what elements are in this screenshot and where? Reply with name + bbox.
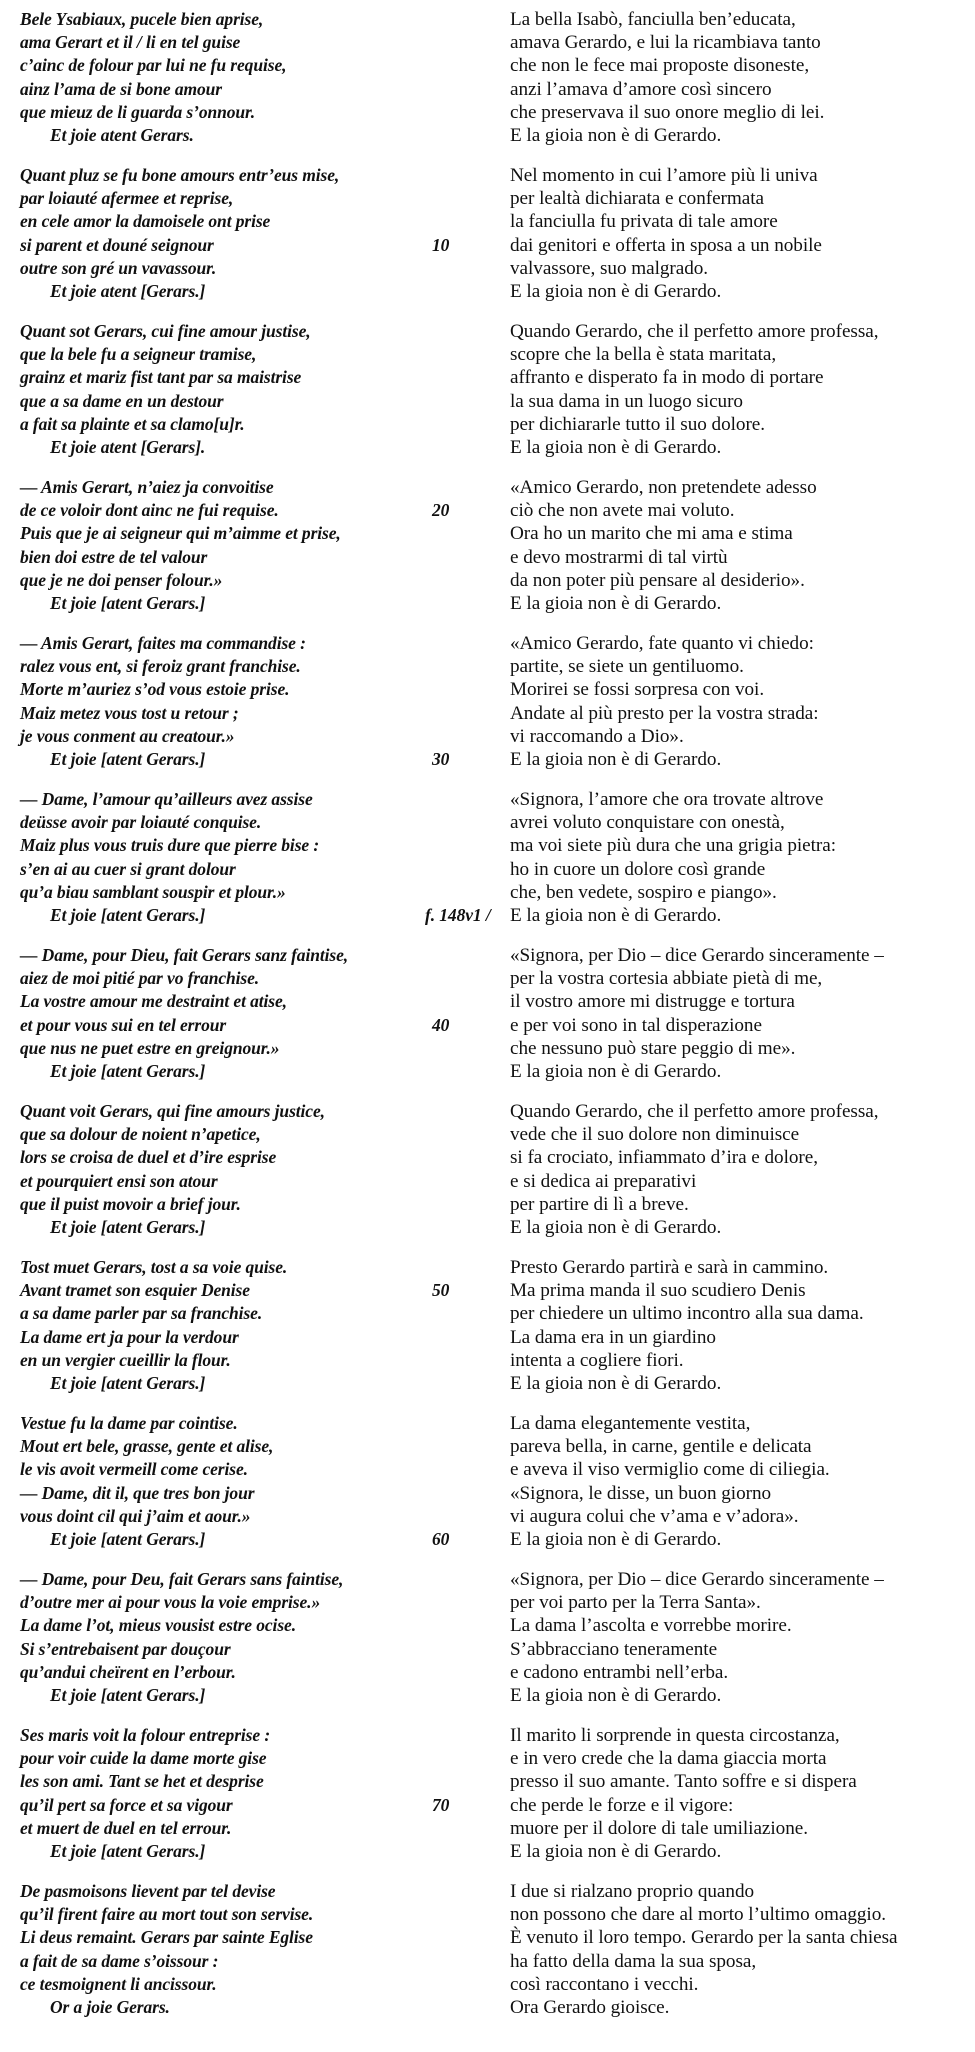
translation-line: che non le fece mai proposte disoneste, bbox=[510, 55, 810, 77]
stanza-translation-11 bbox=[510, 1568, 960, 1707]
stanza-original-6 bbox=[20, 788, 491, 927]
stanza-original-5 bbox=[20, 632, 470, 771]
translation-refrain: Ora Gerardo gioisce. bbox=[510, 1996, 670, 2018]
translation-line: Ma prima manda il suo scudiero Denis bbox=[510, 1280, 806, 1302]
translation-line: partite, se siete un gentiluomo. bbox=[510, 656, 744, 678]
translation-line: ho in cuore un dolore così grande bbox=[510, 858, 766, 880]
verse-line: que a sa dame en un destour bbox=[20, 390, 224, 411]
refrain-line: Et joie [atent Gerars.] bbox=[50, 1216, 206, 1237]
verse-line: — Dame, dit il, que tres bon jour bbox=[20, 1482, 255, 1503]
verse-line: et pourquiert ensi son atour bbox=[20, 1170, 218, 1191]
stanza-translation-3 bbox=[510, 320, 960, 459]
translation-line: che preservava il suo onore meglio di lei. bbox=[510, 101, 825, 123]
refrain-line: Et joie atent [Gerars]. bbox=[50, 436, 206, 457]
translation-line: La bella Isabò, fanciulla ben’educata, bbox=[510, 9, 796, 30]
line-number: 10 bbox=[432, 234, 450, 255]
verse-line: si parent et douné seignour 10 bbox=[20, 234, 470, 257]
translation-line: La dama elegantemente vestita, bbox=[510, 1413, 751, 1434]
verse-line: aiez de moi pitié par vo franchise. bbox=[20, 968, 260, 989]
translation-refrain: E la gioia non è di Gerardo. bbox=[510, 1216, 722, 1238]
verse-line: de ce voloir dont ainc ne fui requise. 20 bbox=[20, 499, 470, 522]
translation-line: vede che il suo dolore non diminuisce bbox=[510, 1124, 800, 1146]
translation-line: dai genitori e offerta in sposa a un nobile bbox=[510, 234, 822, 256]
translation-line: «Amico Gerardo, non pretendete adesso bbox=[510, 477, 817, 498]
verse-line: a sa dame parler par sa franchise. bbox=[20, 1303, 263, 1324]
translation-line: muore per il dolore di tale umiliazione. bbox=[510, 1817, 808, 1839]
translation-line: da non poter più pensare al desiderio». bbox=[510, 569, 805, 591]
verse-line: qu’andui cheïrent en l’erbour. bbox=[20, 1661, 236, 1682]
verse-line: ama Gerart et il / li en tel guise bbox=[20, 32, 241, 53]
verse-line: les son ami. Tant se het et desprise bbox=[20, 1771, 264, 1792]
translation-line: e devo mostrarmi di tal virtù bbox=[510, 546, 728, 568]
verse-line: La vostre amour me destraint et atise, bbox=[20, 991, 287, 1012]
verse-line: et pour vous sui en tel errour 40 bbox=[20, 1014, 470, 1037]
stanza-translation-1 bbox=[510, 8, 960, 147]
translation-line: Morirei se fossi sorpresa con voi. bbox=[510, 679, 765, 701]
verse-line: Quant pluz se fu bone amours entr’eus mise, bbox=[20, 165, 340, 185]
translation-line: affranto e disperato fa in modo di portare bbox=[510, 367, 824, 389]
refrain-line: Et joie [atent Gerars.] bbox=[50, 1060, 206, 1081]
verse-line: La dame ert ja pour la verdour bbox=[20, 1326, 239, 1347]
stanza-translation-10 bbox=[510, 1412, 960, 1551]
verse-line: qu’il firent faire au mort tout son servise. bbox=[20, 1904, 314, 1925]
translation-refrain: E la gioia non è di Gerardo. bbox=[510, 436, 722, 458]
verse-line: Si s’entrebaisent par douçour bbox=[20, 1638, 231, 1659]
translation-line: avrei voluto conquistare con onestà, bbox=[510, 812, 785, 834]
verse-line: Li deus remaint. Gerars par sainte Eglise bbox=[20, 1927, 313, 1948]
verse-line: que sa dolour de noient n’apetice, bbox=[20, 1124, 261, 1145]
stanza-original-4 bbox=[20, 476, 470, 615]
verse-line: que il puist movoir a brief jour. bbox=[20, 1193, 241, 1214]
verse-line: en cele amor la damoisele ont prise bbox=[20, 211, 271, 232]
translation-line: ha fatto della dama la sua sposa, bbox=[510, 1950, 757, 1972]
translation-line: che nessuno può stare peggio di me». bbox=[510, 1037, 796, 1059]
translation-line: non possono che dare al morto l’ultimo omaggio. bbox=[510, 1904, 887, 1926]
stanza-original-3 bbox=[20, 320, 470, 459]
translation-line: vi augura colui che v’ama e v’adora». bbox=[510, 1505, 799, 1527]
translation-line: per lealtà dichiarata e confermata bbox=[510, 188, 764, 210]
stanza-original-2 bbox=[20, 164, 470, 303]
stanza-translation-13 bbox=[510, 1880, 960, 2019]
stanza-original-9 bbox=[20, 1256, 470, 1395]
translation-line: per chiedere un ultimo incontro alla sua dama. bbox=[510, 1303, 864, 1325]
stanza-original-7 bbox=[20, 944, 470, 1083]
translation-refrain: E la gioia non è di Gerardo. bbox=[510, 1684, 722, 1706]
line-number: 30 bbox=[432, 748, 450, 769]
translation-line: per dichiararle tutto il suo dolore. bbox=[510, 413, 766, 435]
stanza-original-8 bbox=[20, 1100, 470, 1239]
verse-line: ce tesmoignent li ancissour. bbox=[20, 1973, 217, 1994]
verse-line: Morte m’auriez s’od vous estoie prise. bbox=[20, 679, 290, 700]
verse-line: que je ne doi penser folour.» bbox=[20, 569, 223, 590]
verse-line: Quant voit Gerars, qui fine amours justice, bbox=[20, 1101, 325, 1121]
translation-line: «Signora, per Dio – dice Gerardo sinceramente – bbox=[510, 945, 884, 966]
verse-line: La dame l’ot, mieus vousist estre ocise. bbox=[20, 1615, 296, 1636]
line-number: 60 bbox=[432, 1528, 450, 1549]
verse-line: en un vergier cueillir la flour. bbox=[20, 1349, 231, 1370]
translation-line: «Signora, l’amore che ora trovate altrove bbox=[510, 789, 824, 810]
stanza-translation-12 bbox=[510, 1724, 960, 1863]
translation-line: ciò che non avete mai voluto. bbox=[510, 500, 735, 522]
refrain-line: Et joie [atent Gerars.] bbox=[50, 1372, 206, 1393]
verse-line: Maiz metez vous tost u retour ; bbox=[20, 702, 239, 723]
translation-line: intenta a cogliere fiori. bbox=[510, 1349, 684, 1371]
verse-line: lors se croisa de duel et d’ire esprise bbox=[20, 1147, 277, 1168]
translation-line: valvassore, suo malgrado. bbox=[510, 257, 709, 279]
translation-line: e aveva il viso vermiglio come di ciliegia. bbox=[510, 1459, 830, 1481]
stanza-translation-4 bbox=[510, 476, 960, 615]
translation-refrain: E la gioia non è di Gerardo. bbox=[510, 280, 722, 302]
translation-line: amava Gerardo, e lui la ricambiava tanto bbox=[510, 32, 821, 54]
translation-line: È venuto il loro tempo. Gerardo per la santa chiesa bbox=[510, 1927, 898, 1949]
verse-line: et muert de duel en tel errour. bbox=[20, 1817, 232, 1838]
folio-reference: f. 148v1 / bbox=[425, 904, 491, 925]
translation-line: Quando Gerardo, che il perfetto amore professa, bbox=[510, 1101, 879, 1122]
verse-line: Quant sot Gerars, cui fine amour justise, bbox=[20, 321, 311, 341]
translation-line: La dama l’ascolta e vorrebbe morire. bbox=[510, 1615, 792, 1637]
stanza-original-10 bbox=[20, 1412, 470, 1551]
stanza-translation-7 bbox=[510, 944, 960, 1083]
verse-line: — Dame, pour Dieu, fait Gerars sanz faintise, bbox=[20, 945, 349, 965]
verse-line: ainz l’ama de si bone amour bbox=[20, 78, 222, 99]
translation-refrain: E la gioia non è di Gerardo. bbox=[510, 124, 722, 146]
translation-line: per voi parto per la Terra Santa». bbox=[510, 1592, 761, 1614]
stanza-translation-2 bbox=[510, 164, 960, 303]
verse-line: je vous conment au creatour.» bbox=[20, 725, 235, 746]
verse-line: c’ainc de folour par lui ne fu requise, bbox=[20, 55, 287, 76]
refrain-line: Et joie [atent Gerars.] 30 bbox=[20, 748, 470, 771]
line-number: 40 bbox=[432, 1014, 450, 1035]
translation-line: e in vero crede che la dama giaccia morta bbox=[510, 1748, 827, 1770]
verse-line: grainz et mariz fist tant par sa maistrise bbox=[20, 367, 302, 388]
translation-refrain: E la gioia non è di Gerardo. bbox=[510, 1060, 722, 1082]
verse-line: bien doi estre de tel valour bbox=[20, 546, 208, 567]
translation-line: I due si rialzano proprio quando bbox=[510, 1881, 755, 1902]
translation-line: ma voi siete più dura che una grigia pietra: bbox=[510, 835, 837, 857]
translation-line: il vostro amore mi distrugge e tortura bbox=[510, 991, 795, 1013]
translation-line: si fa crociato, infiammato d’ira e dolore, bbox=[510, 1147, 818, 1169]
verse-line: par loiauté afermee et reprise, bbox=[20, 188, 234, 209]
translation-line: scopre che la bella è stata maritata, bbox=[510, 344, 777, 366]
verse-line: vous doint cil qui j’aim et aour.» bbox=[20, 1505, 251, 1526]
verse-line: Maiz plus vous truis dure que pierre bise : bbox=[20, 835, 320, 856]
verse-line: d’outre mer ai pour vous la voie emprise.» bbox=[20, 1592, 321, 1613]
stanza-original-11 bbox=[20, 1568, 470, 1707]
translation-line: pareva bella, in carne, gentile e delicata bbox=[510, 1436, 812, 1458]
verse-line: le vis avoit vermeill come cerise. bbox=[20, 1459, 248, 1480]
verse-line: que nus ne puet estre en greignour.» bbox=[20, 1037, 280, 1058]
translation-line: Nel momento in cui l’amore più li univa bbox=[510, 165, 818, 186]
translation-line: Andate al più presto per la vostra strada: bbox=[510, 702, 819, 724]
line-number: 70 bbox=[432, 1794, 450, 1815]
translation-line: che perde le forze e il vigore: bbox=[510, 1794, 734, 1816]
translation-line: la sua dama in un luogo sicuro bbox=[510, 390, 743, 412]
translation-refrain: E la gioia non è di Gerardo. bbox=[510, 1528, 722, 1550]
verse-line: — Amis Gerart, n’aiez ja convoitise bbox=[20, 477, 274, 497]
translation-line: e per voi sono in tal disperazione bbox=[510, 1014, 762, 1036]
translation-line: per la vostra cortesia abbiate pietà di me, bbox=[510, 968, 823, 990]
refrain-line: Et joie [atent Gerars.] f. 148v1 / bbox=[20, 904, 470, 927]
translation-line: per partire di lì a breve. bbox=[510, 1193, 689, 1215]
verse-line: ralez vous ent, si feroiz grant franchise. bbox=[20, 656, 301, 677]
translation-line: Il marito li sorprende in questa circostanza, bbox=[510, 1725, 840, 1746]
refrain-line: Et joie [atent Gerars.] bbox=[50, 592, 206, 613]
refrain-line: Et joie [atent Gerars.] bbox=[50, 1840, 206, 1861]
stanza-translation-9 bbox=[510, 1256, 960, 1395]
stanza-original-12 bbox=[20, 1724, 470, 1863]
verse-line: De pasmoisons lievent par tel devise bbox=[20, 1881, 276, 1901]
verse-line: Avant tramet son esquier Denise 50 bbox=[20, 1279, 470, 1302]
translation-line: «Amico Gerardo, fate quanto vi chiedo: bbox=[510, 633, 814, 654]
refrain-line: Et joie atent [Gerars.] bbox=[50, 280, 206, 301]
verse-line: — Dame, pour Deu, fait Gerars sans faintise, bbox=[20, 1569, 344, 1589]
verse-line: — Amis Gerart, faites ma commandise : bbox=[20, 633, 306, 653]
stanza-original-1 bbox=[20, 8, 470, 147]
verse-line: outre son gré un vavassour. bbox=[20, 257, 217, 278]
translation-line: così raccontano i vecchi. bbox=[510, 1973, 699, 1995]
verse-line: qu’il pert sa force et sa vigour 70 bbox=[20, 1794, 470, 1817]
translation-refrain: E la gioia non è di Gerardo. bbox=[510, 1840, 722, 1862]
verse-line: Mout ert bele, grasse, gente et alise, bbox=[20, 1436, 274, 1457]
verse-line: qu’a biau samblant souspir et plour.» bbox=[20, 881, 286, 902]
translation-refrain: E la gioia non è di Gerardo. bbox=[510, 748, 722, 770]
translation-line: La dama era in un giardino bbox=[510, 1326, 716, 1348]
translation-refrain: E la gioia non è di Gerardo. bbox=[510, 592, 722, 614]
translation-line: anzi l’amava d’amore così sincero bbox=[510, 78, 772, 100]
translation-line: che, ben vedete, sospiro e piango». bbox=[510, 881, 777, 903]
verse-line: Bele Ysabiaux, pucele bien aprise, bbox=[20, 9, 264, 29]
translation-line: Ora ho un marito che mi ama e stima bbox=[510, 523, 793, 545]
translation-line: vi raccomando a Dio». bbox=[510, 725, 684, 747]
refrain-line: Et joie [atent Gerars.] 60 bbox=[20, 1528, 470, 1551]
translation-line: «Signora, per Dio – dice Gerardo sinceramente – bbox=[510, 1569, 884, 1590]
line-number: 20 bbox=[432, 500, 450, 521]
stanza-original-13 bbox=[20, 1880, 470, 2019]
verse-line: Ses maris voit la folour entreprise : bbox=[20, 1725, 271, 1745]
verse-line: s’en ai au cuer si grant dolour bbox=[20, 858, 236, 879]
verse-line: deüsse avoir par loiauté conquise. bbox=[20, 812, 262, 833]
line-number: 50 bbox=[432, 1280, 450, 1301]
verse-line: que la bele fu a seigneur tramise, bbox=[20, 344, 257, 365]
stanza-translation-5 bbox=[510, 632, 960, 771]
verse-line: — Dame, l’amour qu’ailleurs avez assise bbox=[20, 789, 313, 809]
refrain-line: Et joie atent Gerars. bbox=[50, 124, 194, 145]
translation-line: Presto Gerardo partirà e sarà in cammino. bbox=[510, 1257, 829, 1278]
refrain-line: Et joie [atent Gerars.] bbox=[50, 1684, 206, 1705]
translation-line: la fanciulla fu privata di tale amore bbox=[510, 211, 778, 233]
translation-refrain: E la gioia non è di Gerardo. bbox=[510, 1372, 722, 1394]
translation-line: presso il suo amante. Tanto soffre e si dispera bbox=[510, 1771, 857, 1793]
verse-line: a fait de sa dame s’oissour : bbox=[20, 1950, 219, 1971]
translation-line: e cadono entrambi nell’erba. bbox=[510, 1661, 729, 1683]
verse-line: que mieuz de li guarda s’onnour. bbox=[20, 101, 256, 122]
verse-line: Tost muet Gerars, tost a sa voie quise. bbox=[20, 1257, 288, 1277]
verse-line: Vestue fu la dame par cointise. bbox=[20, 1413, 238, 1433]
translation-refrain: E la gioia non è di Gerardo. bbox=[510, 904, 722, 926]
translation-line: S’abbracciano teneramente bbox=[510, 1638, 718, 1660]
translation-line: Quando Gerardo, che il perfetto amore professa, bbox=[510, 321, 879, 342]
verse-line: a fait sa plainte et sa clamo[u]r. bbox=[20, 413, 245, 434]
translation-line: e si dedica ai preparativi bbox=[510, 1170, 697, 1192]
refrain-line: Or a joie Gerars. bbox=[50, 1996, 170, 2017]
stanza-translation-6 bbox=[510, 788, 960, 927]
verse-line: Puis que je ai seigneur qui m’aimme et prise, bbox=[20, 523, 341, 544]
translation-line: «Signora, le disse, un buon giorno bbox=[510, 1482, 772, 1504]
stanza-translation-8 bbox=[510, 1100, 960, 1239]
verse-line: pour voir cuide la dame morte gise bbox=[20, 1748, 267, 1769]
